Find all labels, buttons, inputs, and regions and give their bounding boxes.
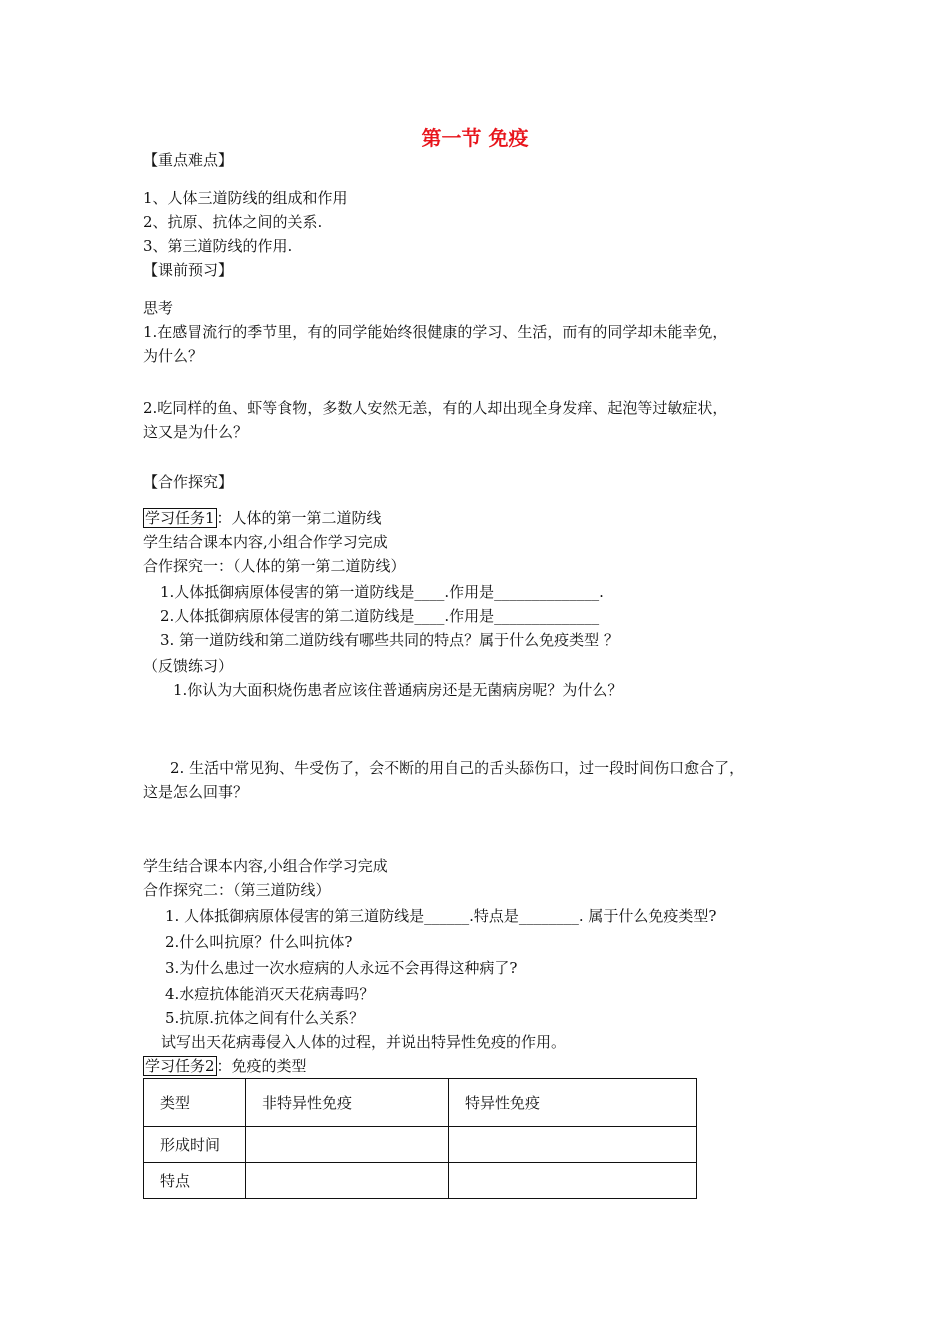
feedback-item-1: 1.你认为大面积烧伤患者应该住普通病房还是无菌病房呢？为什么？ [173,681,623,699]
key-point-2: 2、抗原、抗体之间的关系. [143,213,323,231]
explore-1-item-2: 2.人体抵御病原体侵害的第二道防线是____.作用是______________ [160,607,600,625]
think-label: 思考 [143,299,174,317]
table-cell[interactable] [246,1163,449,1199]
section-cooperation: 【合作探究】 [143,473,234,491]
explore-2-item-4: 4.水痘抗体能消灭天花病毒吗？ [165,985,375,1003]
table-row-label: 形成时间 [144,1127,246,1163]
table-header-cell: 非特异性免疫 [246,1079,449,1127]
task-1-heading [143,508,382,528]
task-2-label: 学习任务2 [145,1057,215,1075]
question-2-line2: 这又是为什么？ [143,423,249,441]
feedback-heading: （反馈练习） [143,657,234,675]
explore-2-item-5: 5.抗原.抗体之间有什么关系？ [165,1009,365,1027]
table-cell[interactable] [449,1163,697,1199]
immunity-types-table [143,1078,697,1199]
task-2-heading [143,1056,307,1076]
explore-1-item-3: 3. 第一道防线和第二道防线有哪些共同的特点？属于什么免疫类型 ？ [160,631,619,649]
key-point-1: 1、人体三道防线的组成和作用 [143,189,348,207]
table-header-row [144,1079,697,1127]
table-header-cell: 特异性免疫 [449,1079,697,1127]
section-key-points: 【重点难点】 [143,151,234,169]
table-row-label: 特点 [144,1163,246,1199]
question-1-line2: 为什么？ [143,347,204,365]
group-note-2: 学生结合课本内容,小组合作学习完成 [143,857,388,875]
explore-1-heading: 合作探究一：（人体的第一第二道防线） [143,557,406,575]
task-2-title: ：免疫的类型 [216,1057,307,1075]
page-title: 第一节 免疫 [421,126,529,150]
explore-2-item-2: 2.什么叫抗原？什么叫抗体? [165,933,353,951]
group-note-1: 学生结合课本内容,小组合作学习完成 [143,533,388,551]
table-header-cell: 类型 [144,1079,246,1127]
feedback-item-2-line2: 这是怎么回事？ [143,783,249,801]
table-cell[interactable] [246,1127,449,1163]
key-point-3: 3、第三道防线的作用. [143,237,293,255]
explore-2-heading: 合作探究二：（第三道防线） [143,881,331,899]
task-1-label: 学习任务1 [145,509,215,527]
table-row [144,1127,697,1163]
question-1-line1: 1.在感冒流行的季节里，有的同学能始终很健康的学习、生活，而有的同学却未能幸免， [143,323,728,341]
explore-2-item-3: 3.为什么患过一次水痘病的人永远不会再得这种病了? [165,959,518,977]
explore-2-item-1: 1. 人体抵御病原体侵害的第三道防线是______.特点是________. 属于什么免疫类型? [165,907,717,925]
question-2-line1: 2.吃同样的鱼、虾等食物，多数人安然无恙，有的人却出现全身发痒、起泡等过敏症状， [143,399,728,417]
section-preview: 【课前预习】 [143,261,234,279]
table-cell[interactable] [449,1127,697,1163]
task-1-title: ：人体的第一第二道防线 [216,509,382,527]
explore-2-item-6: 试写出天花病毒侵入人体的过程，并说出特异性免疫的作用。 [161,1033,567,1051]
explore-1-item-1: 1.人体抵御病原体侵害的第一道防线是____.作用是______________. [160,583,604,601]
feedback-item-2-line1: 2. 生活中常见狗、牛受伤了，会不断的用自己的舌头舔伤口，过一段时间伤口愈合了， [170,759,745,777]
table-row [144,1163,697,1199]
